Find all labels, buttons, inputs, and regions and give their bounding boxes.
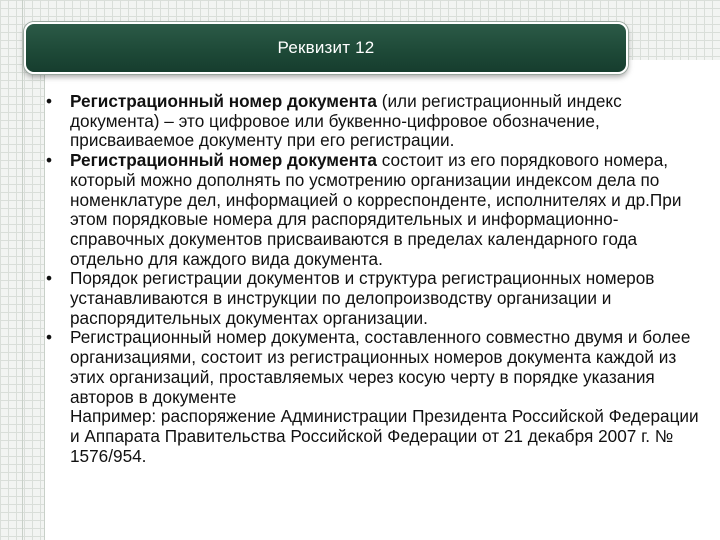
slide-title-bar — [24, 22, 628, 74]
bullet-text: Регистрационный номер документа, составленного совместно двумя и более организациями, состоит из регистрационных номеров документа каждой из этих организаций, проставляемых через косую черту в порядке указания авторов в документе — [70, 327, 691, 407]
bullet-marker: • — [46, 150, 53, 171]
bullet-text: состоит из его порядкового номера, который можно дополнять по усмотрению организации индексом дела по номенклатуре дел, информацией о корреспонденте, исполнителях и др.При этом порядковые номера для распорядительных и информационно-справочных документов присваиваются в пределах календарного года отдельно для каждого вида документа. — [70, 150, 682, 269]
bullet-item-2 — [46, 151, 710, 269]
bullet-marker: • — [46, 327, 53, 348]
bullet-item-1 — [46, 92, 710, 151]
decorative-line-outer — [22, 0, 23, 540]
bullet-text: (или регистрационный индекс документа) – это цифровое или буквенно-цифровое обозначение, присваиваемое документу при его регистрации. — [70, 91, 622, 151]
bullet-item-4 — [46, 328, 710, 466]
bullet-list — [46, 92, 710, 466]
slide-title: Реквизит 12 — [277, 38, 375, 57]
bullet-item-3 — [46, 269, 710, 328]
bullet-marker: • — [46, 91, 53, 111]
decorative-line-inner — [44, 56, 45, 540]
example-text: Например: распоряжение Администрации Президента Российской Федерации и Аппарата Правительства Российской Федерации от 21 декабря 2007 г. № 1576/954. — [70, 406, 699, 466]
bullet-text: Порядок регистрации документов и структура регистрационных номеров устанавливаются в инструкции по делопроизводству организации и распорядительных документах организации. — [70, 268, 655, 328]
bullet-bold-term: Регистрационный номер документа — [70, 150, 377, 171]
bullet-marker: • — [46, 268, 53, 289]
bullet-bold-term: Регистрационный номер документа — [70, 91, 377, 111]
